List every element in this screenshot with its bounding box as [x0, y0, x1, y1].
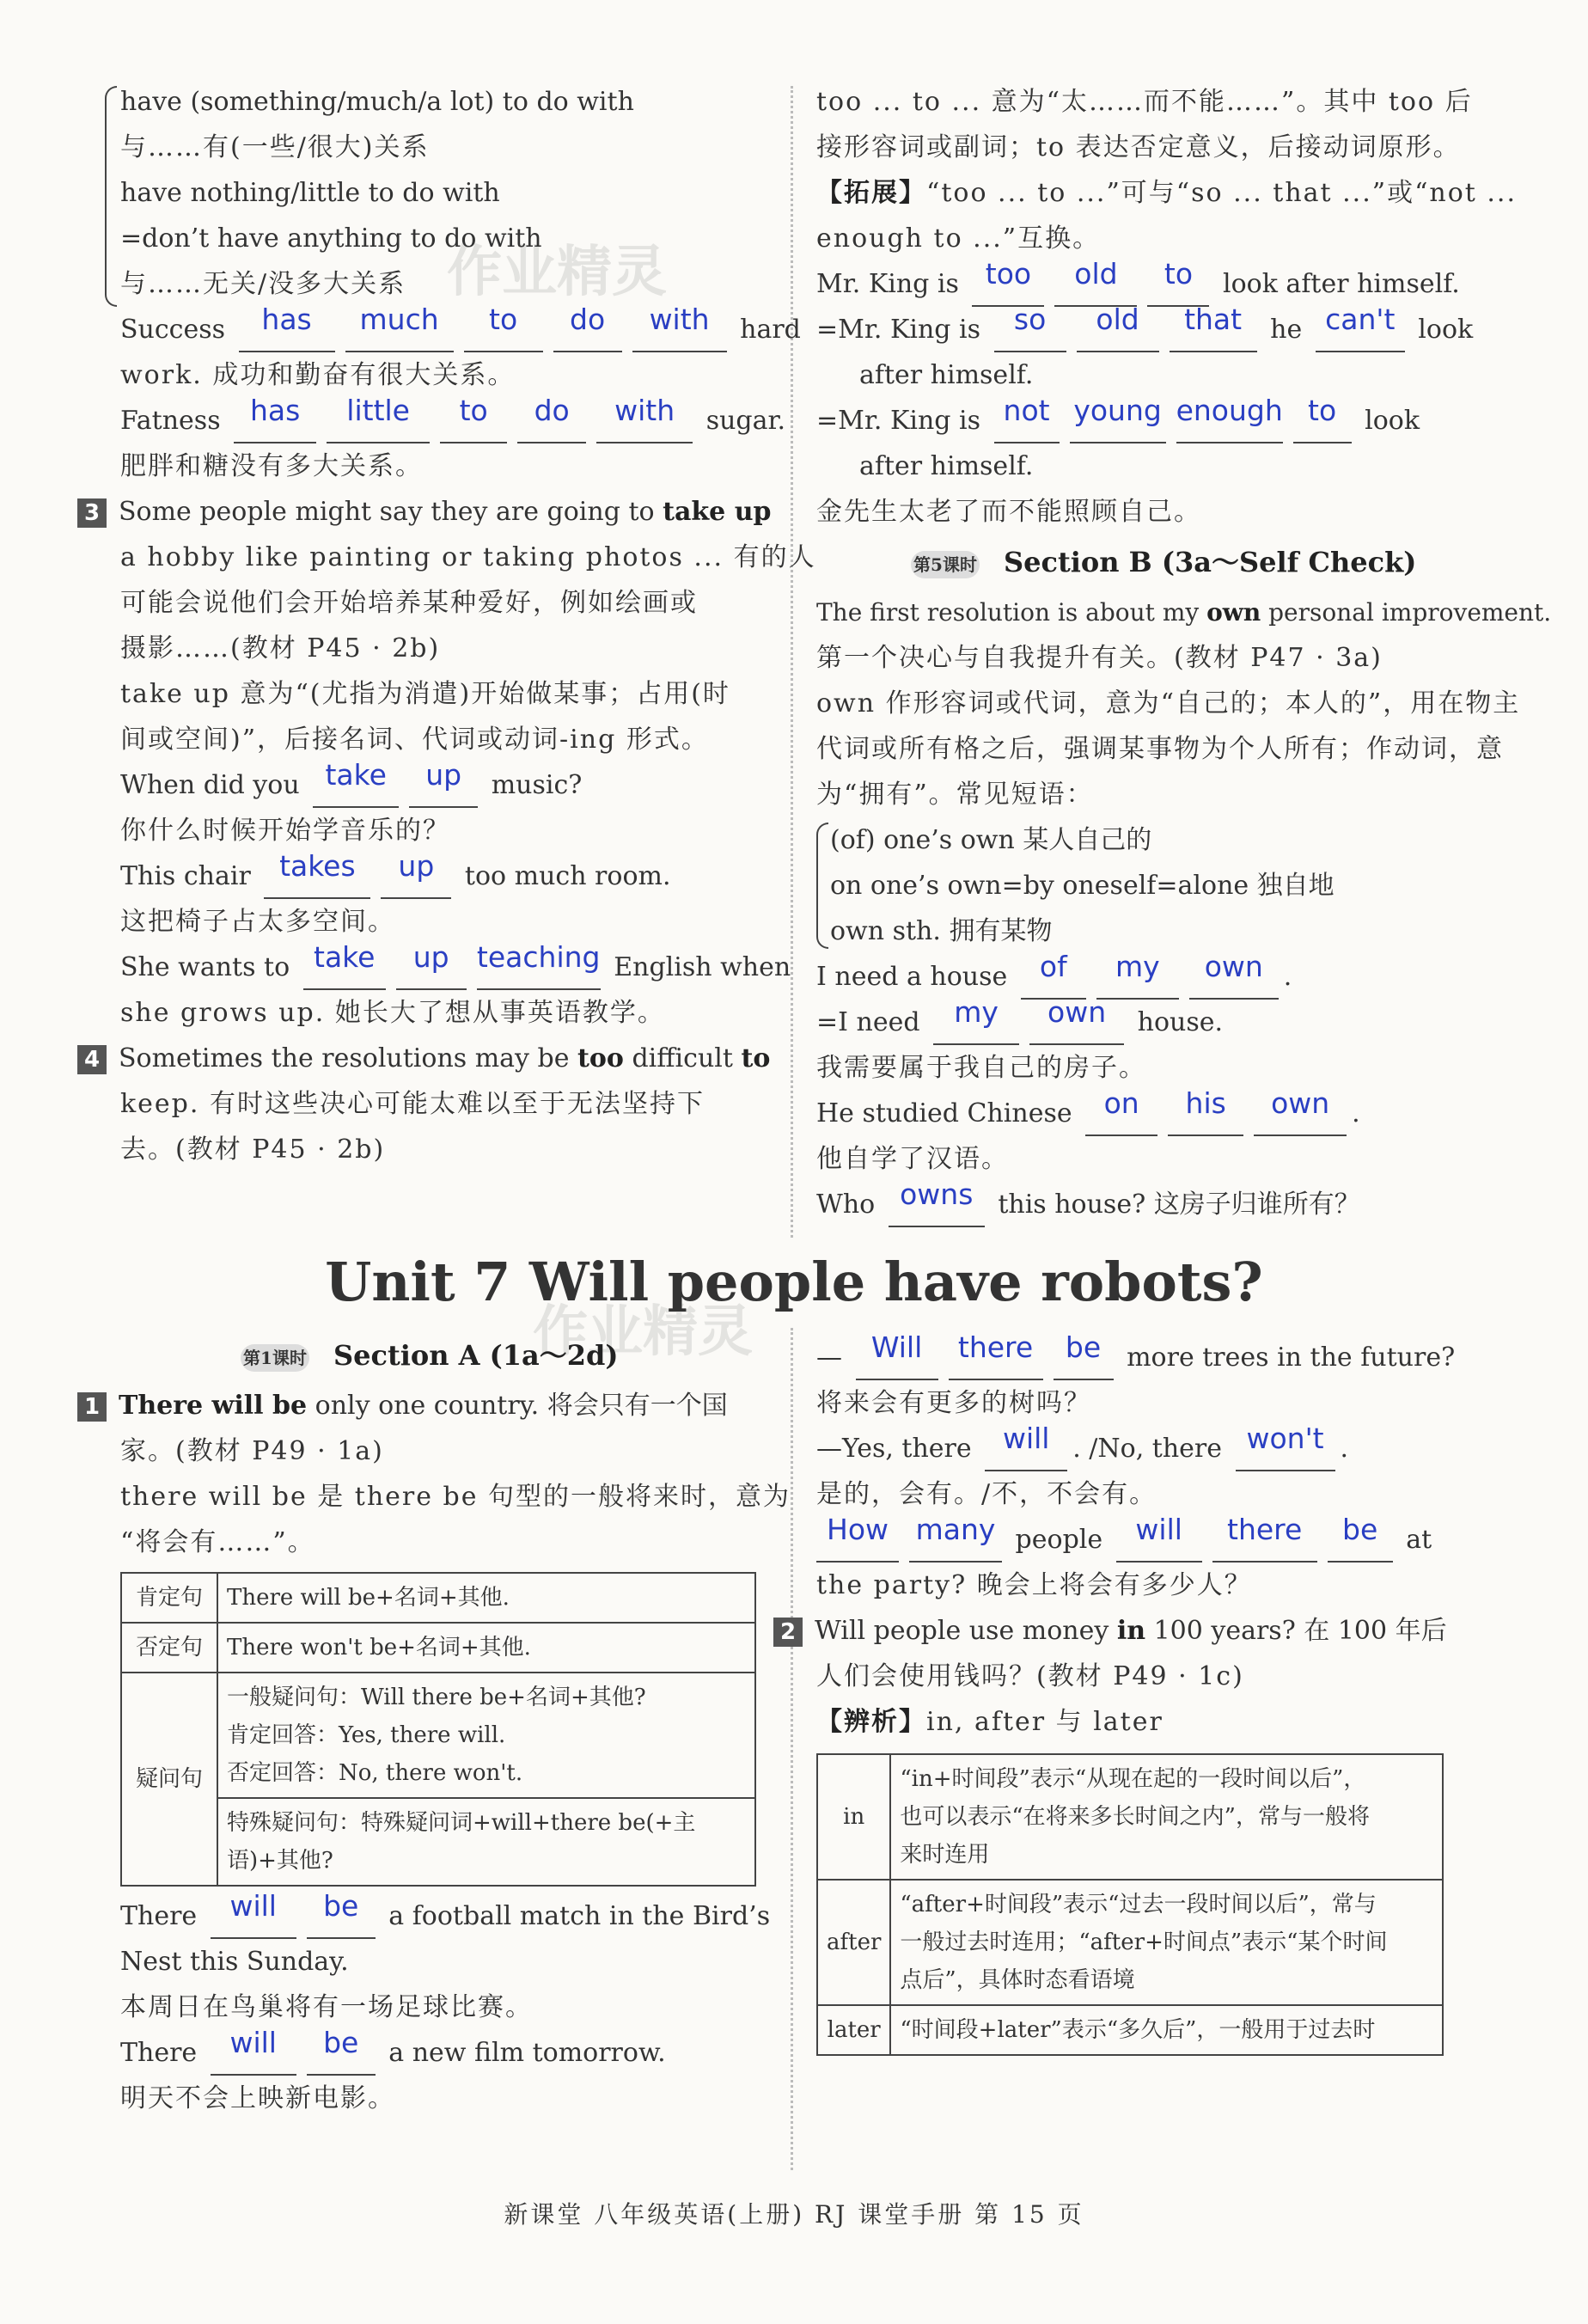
text-line: 为“拥有”。常见短语： — [816, 780, 1094, 810]
point-number: 1 — [77, 1392, 107, 1422]
table-cell: 肯定句 — [121, 1573, 217, 1623]
table-cell: later — [817, 2005, 890, 2055]
table-row — [817, 1880, 1443, 2005]
phrase: have (something/much/a lot) to do with — [120, 87, 634, 117]
point-heading: 1 There will be only one country. 将会只有一个国 — [77, 1383, 773, 1428]
answer-blank: How — [816, 1523, 899, 1563]
phrase: on one’s own=by oneself=alone 独自地 — [830, 871, 1335, 901]
left-bottom-column — [83, 1328, 791, 2121]
brace — [105, 86, 117, 307]
text-line: 摄影……(教材 P45 · 2b) — [120, 633, 441, 664]
table-row — [121, 1623, 755, 1673]
exercise-sentence: — Will there be more trees in the future? — [816, 1335, 1504, 1380]
exercise-sentence: How many people will there be at — [816, 1517, 1504, 1563]
answer-blank: up — [396, 951, 467, 990]
answer-blank: Will — [856, 1341, 938, 1380]
table-row — [817, 2005, 1443, 2055]
exercise-sentence: Who owns this house? 这房子归谁所有？ — [816, 1182, 1504, 1227]
text-line: 人们会使用钱吗？(教材 P49 · 1c) — [816, 1661, 1244, 1691]
text-line: “将会有……”。 — [120, 1527, 315, 1557]
answer-blank: be — [307, 2036, 376, 2076]
answer-blank: to — [440, 404, 507, 443]
answer-blank: with — [596, 404, 693, 443]
answer-blank: my — [933, 1006, 1019, 1045]
exercise-sentence: There will be a football match in the Bird’s — [120, 1893, 773, 1939]
table-cell: 否定句 — [121, 1623, 217, 1673]
translation: 是的，会有。/不，不会有。 — [816, 1479, 1157, 1509]
answer-blank: that — [1170, 313, 1257, 352]
text-line: the party? 晚会上将会有多少人？ — [816, 1570, 1252, 1600]
translation: 将来会有更多的树吗？ — [816, 1388, 1091, 1418]
answer-blank: many — [909, 1523, 1002, 1563]
phrase-meaning: 与……有(一些/很大)关系 — [120, 132, 430, 162]
translation: 明天不会上映新电影。 — [120, 2083, 395, 2113]
lesson-badge: 第1课时 — [241, 1344, 309, 1372]
answer-blank: be — [307, 1899, 376, 1939]
right-top-column — [816, 79, 1552, 1227]
translation: 金先生太老了而不能照顾自己。 — [816, 497, 1201, 527]
exercise-sentence: When did you take up music? — [120, 762, 773, 808]
text-line: 【拓展】“too ... to ...”可与“so ... that ...”或“not ... — [816, 178, 1517, 208]
answer-blank: my — [1096, 960, 1179, 1000]
text-line: take up 意为“(尤指为消遣)开始做某事；占用(时 — [120, 679, 730, 709]
exercise-sentence: Mr. King is too old to look after himself. — [816, 261, 1504, 307]
answer-blank: will — [211, 2036, 296, 2076]
answer-blank: teaching — [477, 951, 601, 990]
answer-blank: too — [972, 267, 1044, 307]
answer-blank: much — [345, 313, 454, 352]
answer-blank: up — [381, 859, 451, 899]
answer-blank: little — [327, 404, 430, 443]
table-cell: “in+时间段”表示“从现在起的一段时间以后”， 也可以表示“在将来多长时间之内”，常与一般将 来时连用 — [890, 1754, 1443, 1880]
text-line: too ... to ... 意为“太……而不能……”。其中 too 后 — [816, 87, 1473, 117]
answer-blank: has — [239, 313, 335, 352]
translation: 我需要属于我自己的房子。 — [816, 1053, 1146, 1083]
answer-blank: to — [1293, 404, 1352, 443]
phrase: have nothing/little to do with — [120, 178, 500, 208]
text-line: 接形容词或副词；to 表达否定意义，后接动词原形。 — [816, 132, 1461, 162]
right-bottom-column — [779, 1328, 1504, 2056]
text-line: after himself. — [859, 451, 1034, 481]
text-line: she grows up. 她长大了想从事英语教学。 — [120, 998, 665, 1028]
translation: 肥胖和糖没有多大关系。 — [120, 451, 423, 481]
answer-blank: to — [464, 313, 543, 352]
table-cell: “时间段+later”表示“多久后”，一般用于过去时 — [890, 2005, 1443, 2055]
translation: 他自学了汉语。 — [816, 1144, 1009, 1174]
section-heading: 第5课时 Section B (3a～Self Check) — [816, 535, 1504, 590]
unit-title: Unit 7 Will people have robots? — [325, 1251, 1263, 1313]
answer-blank: with — [632, 313, 727, 352]
answer-blank: be — [1054, 1341, 1114, 1380]
text-line: 代词或所有格之后，强调某事物为个人所有；作动词，意 — [816, 734, 1504, 764]
table-cell: There won't be+名词+其他. — [217, 1623, 755, 1673]
lesson-badge: 第5课时 — [911, 551, 980, 578]
point-heading: 2 Will people use money in 100 years? 在 100 年后 — [773, 1608, 1504, 1654]
answer-blank: won't — [1236, 1432, 1335, 1471]
text-line: 第一个决心与自我提升有关。(教材 P47 · 3a) — [816, 643, 1383, 673]
answer-blank: be — [1328, 1523, 1393, 1563]
point-heading: 4 Sometimes the resolutions may be too difficult to — [77, 1036, 773, 1081]
point-number: 2 — [773, 1618, 803, 1647]
translation: work. 成功和勤奋有很大关系。 — [120, 360, 516, 390]
answer-blank: young — [1070, 404, 1166, 443]
left-top-column — [83, 79, 816, 1172]
answer-blank: enough — [1176, 404, 1283, 443]
table-cell: 一般疑问句：Will there be+名词+其他? 肯定回答：Yes, there will. 否定回答：No, there won't. — [217, 1673, 755, 1798]
answer-blank: not — [994, 404, 1060, 443]
answer-blank: there — [949, 1341, 1043, 1380]
answer-blank: own — [1189, 960, 1279, 1000]
text-line: own 作形容词或代词，意为“自己的；本人的”，用在物主 — [816, 688, 1521, 719]
column-divider — [791, 1328, 793, 2170]
text-line: a hobby like painting or taking photos ... 有的人 — [120, 542, 816, 572]
phrase: (of) one’s own 某人自己的 — [830, 825, 1152, 855]
exercise-sentence: =I need my own house. — [816, 1000, 1504, 1045]
answer-blank: take — [313, 768, 399, 808]
column-divider — [791, 86, 793, 1238]
exercise-sentence: =Mr. King is so old that he can't look — [816, 307, 1504, 352]
translation: 本周日在鸟巢将有一场足球比赛。 — [120, 1992, 533, 2022]
exercise-sentence: —Yes, there will . /No, there won't . — [816, 1426, 1504, 1471]
answer-blank: on — [1085, 1097, 1157, 1136]
watermark: 作业精灵 — [447, 241, 667, 304]
text-line: 去。(教材 P45 · 2b) — [120, 1134, 386, 1165]
exercise-sentence: Fatness has little to do with sugar. — [120, 398, 773, 443]
exercise-sentence: She wants to take up teaching English when — [120, 945, 773, 990]
table-cell: after — [817, 1880, 890, 2005]
answer-blank: will — [1116, 1523, 1202, 1563]
answer-blank: to — [1147, 267, 1209, 307]
text-line: The first resolution is about my own personal improvement. — [816, 598, 1552, 627]
text-line: Nest this Sunday. — [120, 1947, 349, 1977]
table-row — [121, 1573, 755, 1623]
text-line: there will be 是 there be 句型的一般将来时，意为 — [120, 1482, 791, 1512]
exercise-sentence: Success has much to do with hard — [120, 307, 773, 352]
answer-blank: there — [1212, 1523, 1317, 1563]
answer-blank: old — [1054, 267, 1137, 307]
exercise-sentence: I need a house of my own . — [816, 954, 1504, 1000]
exercise-sentence: There will be a new film tomorrow. — [120, 2030, 773, 2076]
answer-blank: of — [1021, 960, 1086, 1000]
answer-blank: do — [517, 404, 586, 443]
text-line: 间或空间)”，后接名词、代词或动词-ing 形式。 — [120, 725, 709, 755]
answer-blank: takes — [264, 859, 370, 899]
answer-blank: has — [234, 404, 316, 443]
answer-blank: up — [409, 768, 478, 808]
translation: 这把椅子占太多空间。 — [120, 907, 395, 937]
translation: 你什么时候开始学音乐的？ — [120, 816, 450, 846]
answer-blank: owns — [889, 1188, 985, 1227]
phrase: =don’t have anything to do with — [120, 223, 542, 254]
text-line: 【辨析】in, after 与 later — [816, 1707, 1164, 1737]
phrase-group — [120, 79, 773, 307]
answer-blank: own — [1029, 1006, 1124, 1045]
text-line: enough to ...”互换。 — [816, 223, 1101, 254]
answer-blank: old — [1077, 313, 1159, 352]
point-heading: 3 Some people might say they are going to take up — [77, 489, 773, 535]
table-cell: 疑问句 — [121, 1673, 217, 1886]
brace — [816, 823, 828, 949]
text-line: 家。(教材 P49 · 1a) — [120, 1436, 384, 1466]
table-row — [817, 1754, 1443, 1880]
phrase-meaning: 与……无关/没多大关系 — [120, 269, 406, 299]
answer-blank: will — [985, 1432, 1067, 1471]
table-cell: There will be+名词+其他. — [217, 1573, 755, 1623]
point-number: 4 — [77, 1045, 107, 1074]
point-number: 3 — [77, 498, 107, 528]
answer-blank: do — [553, 313, 622, 352]
exercise-sentence: =Mr. King is not young enough to look — [816, 398, 1504, 443]
answer-blank: own — [1254, 1097, 1347, 1136]
answer-blank: can't — [1316, 313, 1405, 352]
answer-blank: take — [303, 951, 386, 990]
page-footer: 新课堂 八年级英语(上册) RJ 课堂手册 第 15 页 — [504, 2200, 1084, 2229]
phrase: own sth. 拥有某物 — [830, 916, 1053, 946]
text-line: keep. 有时这些决心可能太难以至于无法坚持下 — [120, 1089, 705, 1119]
text-line: 可能会说他们会开始培养某种爱好，例如绘画或 — [120, 588, 698, 618]
grammar-table — [120, 1572, 756, 1887]
watermark: 作业精灵 — [533, 1300, 753, 1364]
answer-blank: will — [211, 1899, 296, 1939]
exercise-sentence: This chair takes up too much room. — [120, 853, 773, 899]
table-row — [121, 1673, 755, 1798]
table-cell: in — [817, 1754, 890, 1880]
text-line: after himself. — [859, 360, 1034, 390]
answer-blank: so — [994, 313, 1066, 352]
phrase-group — [816, 817, 1504, 954]
exercise-sentence: He studied Chinese on his own . — [816, 1091, 1504, 1136]
table-cell: “after+时间段”表示“过去一段时间以后”，常与 一般过去时连用；“after+时间点”表示“某个时间 点后”，具体时态看语境 — [890, 1880, 1443, 2005]
comparison-table — [816, 1753, 1444, 2056]
section-heading: 第1课时 Section A (1a～2d) — [120, 1328, 773, 1383]
answer-blank: his — [1168, 1097, 1243, 1136]
table-cell: 特殊疑问句：特殊疑问词+will+there be(+主语)+其他? — [217, 1798, 755, 1886]
